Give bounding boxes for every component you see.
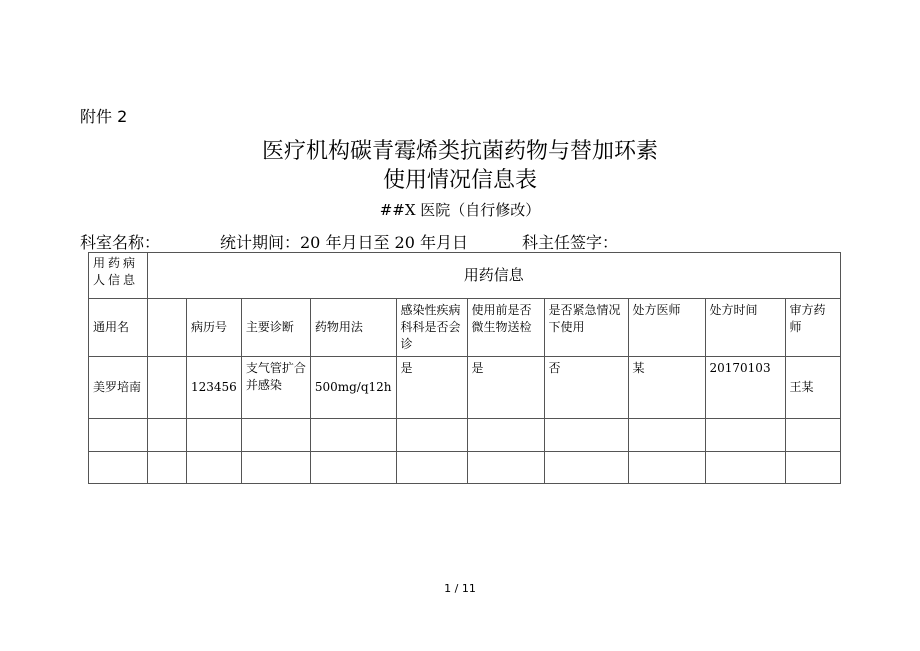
group-patient-header: 用药病人信息 [89, 253, 148, 299]
table-cell [467, 452, 544, 484]
table-cell: 500mg/q12h [310, 357, 396, 419]
table-cell [628, 452, 705, 484]
medication-table [88, 252, 841, 484]
table-cell: 是 [396, 357, 467, 419]
table-cell [187, 419, 242, 452]
title-line-1: 医疗机构碳青霉烯类抗菌药物与替加环素 [261, 139, 658, 164]
table-cell: 20170103 [705, 357, 785, 419]
column-header: 感染性疾病科科是否会诊 [396, 299, 467, 357]
table-cell [310, 452, 396, 484]
column-header: 使用前是否微生物送检 [467, 299, 544, 357]
table-cell [310, 419, 396, 452]
dept-label: 科室名称： [80, 233, 161, 252]
table-cell [628, 419, 705, 452]
table-cell [241, 419, 310, 452]
column-header: 主要诊断 [241, 299, 310, 357]
table-cell: 123456 [187, 357, 242, 419]
column-header: 处方医师 [628, 299, 705, 357]
column-header: 处方时间 [705, 299, 785, 357]
attachment-label: 附件 2 [80, 107, 128, 126]
table-cell [396, 452, 467, 484]
column-header: 病历号 [187, 299, 242, 357]
title-line-2: 使用情况信息表 [382, 168, 537, 193]
table-cell: 王某 [785, 357, 840, 419]
column-header: 审方药师 [785, 299, 840, 357]
table-cell [187, 452, 242, 484]
period-label: 统计期间：20 年月日至 20 年月日 [220, 233, 468, 252]
table-cell [89, 452, 148, 484]
table-cell: 否 [544, 357, 628, 419]
table-cell [705, 419, 785, 452]
table-cell [148, 419, 187, 452]
table-row [89, 357, 841, 419]
table-cell [785, 452, 840, 484]
table-cell [89, 419, 148, 452]
group-drug-header: 用药信息 [148, 253, 841, 299]
table-cell [544, 419, 628, 452]
table-cell [396, 419, 467, 452]
table-cell [148, 357, 187, 419]
table-cell [544, 452, 628, 484]
table-row [89, 452, 841, 484]
table-row [89, 419, 841, 452]
table-cell: 是 [467, 357, 544, 419]
table-cell: 美罗培南 [89, 357, 148, 419]
table-cell [241, 452, 310, 484]
column-header: 是否紧急情况下使用 [544, 299, 628, 357]
table-cell: 某 [628, 357, 705, 419]
table-cell: 支气管扩合并感染 [241, 357, 310, 419]
header-row [89, 299, 841, 357]
column-header: 药物用法 [310, 299, 396, 357]
director-label: 科主任签字： [522, 233, 619, 252]
table-cell [705, 452, 785, 484]
column-header: 通用名 [89, 299, 148, 357]
column-header [148, 299, 187, 357]
table-cell [148, 452, 187, 484]
table-cell [467, 419, 544, 452]
subtitle: ##X 医院（自行修改） [379, 201, 541, 219]
table-cell [785, 419, 840, 452]
page-number: 1 / 11 [444, 582, 476, 595]
